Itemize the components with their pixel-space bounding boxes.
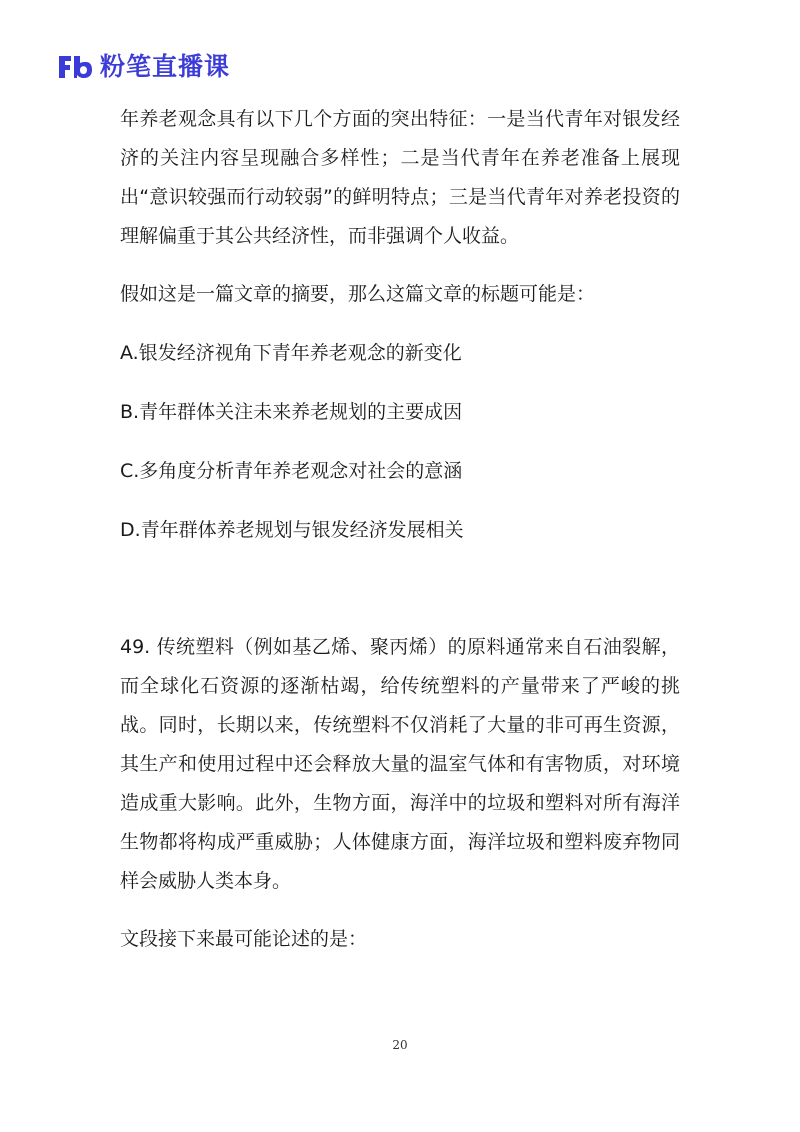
q49-question: 文段接下来最可能论述的是： bbox=[120, 928, 368, 950]
logo-text: 粉笔直播课 bbox=[100, 52, 231, 81]
brand-logo bbox=[56, 50, 230, 84]
fb-logo-icon bbox=[56, 52, 94, 82]
q48-question: 假如这是一篇文章的摘要，那么这篇文章的标题可能是： bbox=[120, 283, 596, 305]
q48-option-a: A.银发经济视角下青年养老观念的新变化 bbox=[120, 342, 462, 364]
q48-option-c: C.多角度分析青年养老观念对社会的意涵 bbox=[120, 460, 463, 482]
document-body bbox=[120, 100, 680, 959]
q49-passage: 49. 传统塑料（例如基乙烯、聚丙烯）的原料通常来自石油裂解，而全球化石资源的逐渐枯竭，给传统塑料的产量带来了严峻的挑战。同时，长期以来，传统塑料不仅消耗了大量的非可再生资源，其生产和使用过程中还会释放大量的温室气体和有害物质，对环境造成重大影响。此外，生物方面，海洋中的垃圾和塑料对所有海洋生物都将构成严重威胁；人体健康方面，海洋垃圾和塑料废弃物同样会威胁人类本身。 bbox=[120, 636, 680, 892]
q48-passage-tail: 年养老观念具有以下几个方面的突出特征：一是当代青年对银发经济的关注内容呈现融合多样性；二是当代青年在养老准备上展现出“意识较强而行动较弱”的鲜明特点；三是当代青年对养老投资的理解偏重于其公共经济性，而非强调个人收益。 bbox=[120, 108, 680, 247]
q48-option-d: D.青年群体养老规划与银发经济发展相关 bbox=[120, 519, 464, 541]
q48-option-b: B.青年群体关注未来养老规划的主要成因 bbox=[120, 401, 463, 423]
page-number: 20 bbox=[392, 1038, 408, 1052]
